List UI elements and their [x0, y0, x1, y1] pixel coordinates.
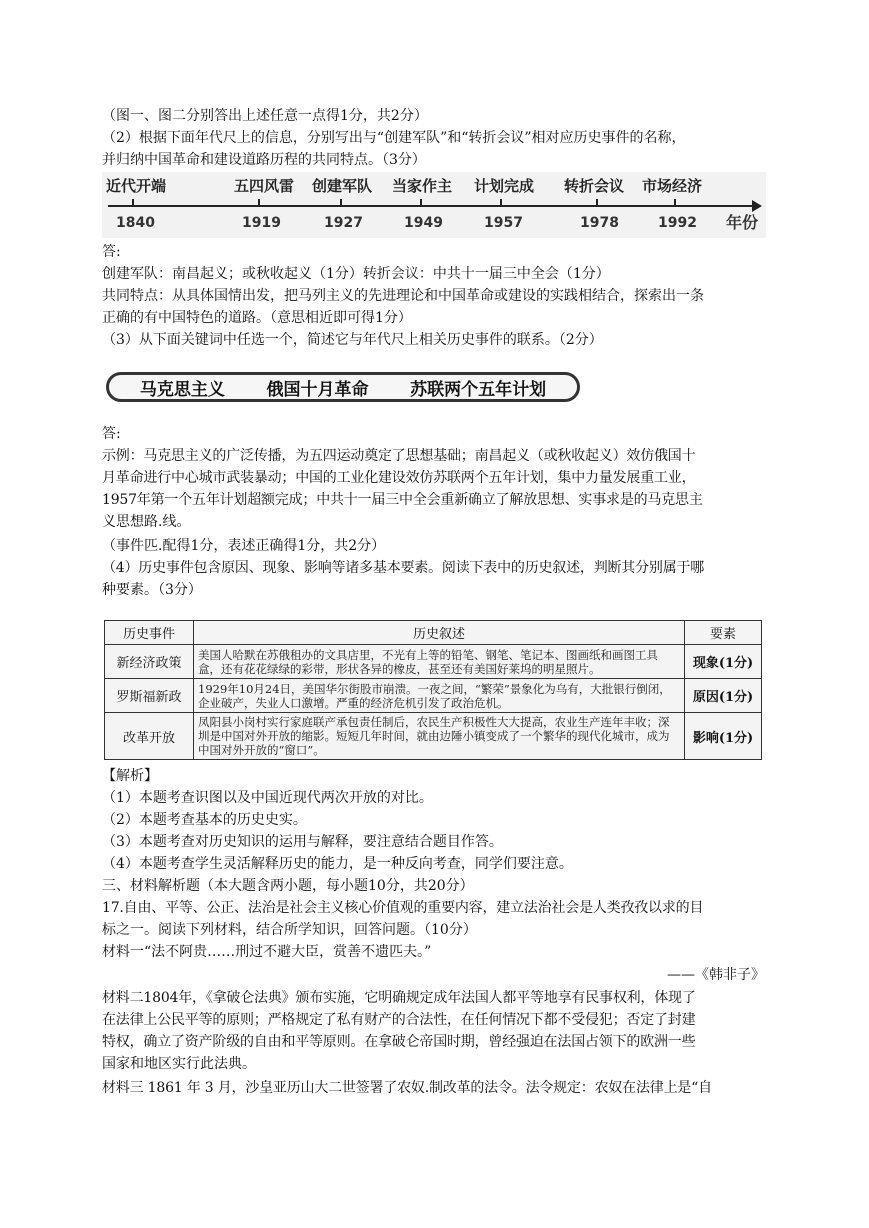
question-2-text: （2）根据下面年代尺上的信息，分别写出与“创建军队”和“转折会议”相对应历史事件的名称，	[102, 130, 686, 146]
timeline-event: 创建军队	[312, 177, 373, 195]
table-header: 历史叙述	[194, 621, 685, 645]
timeline-event: 计划完成	[474, 177, 535, 195]
section-heading: 三、材料解析题（本大题含两小题，每小题10分，共20分）	[102, 878, 474, 894]
keyword: 苏联两个五年计划	[410, 379, 547, 400]
scoring-note: （事件匹.配得1分，表述正确得1分，共2分）	[102, 538, 386, 554]
timeline-event: 近代开端	[106, 177, 167, 195]
timeline-year: 1978	[580, 215, 619, 231]
question-3-text: （3）从下面关键词中任选一个，简述它与年代尺上相关历史事件的联系。（2分）	[102, 332, 603, 348]
answer-label: 答:	[102, 244, 121, 260]
material-3: 材料三 1861 年 3 月，沙皇亚历山大二世签署了农奴.制改革的法令。法令规定：农奴在法律上是“自	[102, 1080, 712, 1096]
analysis-item: （4）本题考查学生灵活解释历史的能力，是一种反向考查，同学们要注意。	[102, 856, 573, 872]
material-2: 在法律上公民平等的原则；严格规定了私有财产的合法性，在任何情况下都不受侵犯；否定了封建	[102, 1012, 696, 1028]
analysis-item: （2）本题考查基本的历史史实。	[102, 812, 307, 828]
timeline-year: 1992	[658, 215, 697, 231]
example-text: 义思想路.线。	[102, 514, 191, 530]
timeline-event: 当家作主	[392, 177, 453, 195]
keyword: 马克思主义	[139, 379, 225, 400]
table-cell-desc: 1929年10月24日，美国华尔街股市崩溃。一夜之间，“繁荣”景象化为乌有，大批银行倒闭，企业破产，失业人口激增。严重的经济危机引发了政治危机。	[194, 679, 685, 713]
timeline-year: 1957	[484, 215, 523, 231]
table-cell-element: 现象(1分)	[685, 645, 762, 679]
example-text: 1957年第一个五年计划超额完成；中共十一届三中全会重新确立了解放思想、实事求是的马克思主	[102, 492, 703, 508]
keyword: 俄国十月革命	[266, 379, 369, 400]
analysis-item: （3）本题考查对历史知识的运用与解释，要注意结合题目作答。	[102, 834, 503, 850]
scoring-note: （图一、图二分别答出上述任意一点得1分，共2分）	[102, 108, 428, 124]
timeline-year: 1949	[404, 215, 443, 231]
table-cell-event: 罗斯福新政	[105, 679, 194, 713]
timeline-axis	[108, 205, 754, 207]
answer-text: 创建军队：南昌起义；或秋收起义（1分）转折会议：中共十一届三中全会（1分）	[102, 266, 610, 282]
table-header: 要素	[685, 621, 762, 645]
timeline-tick	[340, 199, 342, 207]
material-1-source: ——《韩非子》	[667, 967, 765, 983]
answer-label: 答:	[102, 426, 121, 442]
material-2: 特权，确立了资产阶级的自由和平等原则。在拿破仑帝国时期，曾经强迫在法国占领下的欧洲一些	[102, 1034, 696, 1050]
analysis-item: （1）本题考查识图以及中国近现代两次开放的对比。	[102, 790, 433, 806]
example-text: 月革命进行中心城市武装暴动；中国的工业化建设效仿苏联两个五年计划，集中力量发展重工业，	[102, 470, 696, 486]
example-text: 示例：马克思主义的广泛传播，为五四运动奠定了思想基础；南昌起义（或秋收起义）效仿俄国十	[102, 448, 696, 464]
answer-text: 正确的有中国特色的道路。（意思相近即可得1分）	[102, 310, 412, 326]
timeline-tick	[596, 199, 598, 207]
question-4-text: （4）历史事件包含原因、现象、影响等诸多基本要素。阅读下表中的历史叙述，判断其分别属于哪	[102, 560, 705, 576]
timeline-event: 转折会议	[564, 177, 625, 195]
question-17-text-cont: 标之一。阅读下列材料，结合所学知识，回答问题。（10分）	[102, 922, 477, 938]
table-cell-element: 原因(1分)	[685, 679, 762, 713]
keyword-box-image	[106, 372, 580, 402]
answer-text: 共同特点：从具体国情出发，把马列主义的先进理论和中国革命或建设的实践相结合，探索出一条	[102, 288, 704, 304]
table-header-row	[105, 621, 762, 645]
question-17-text: 17.自由、平等、公正、法治是社会主义核心价值观的重要内容，建立法治社会是人类孜孜以求的目	[102, 900, 704, 916]
material-2: 国家和地区实行此法典。	[102, 1056, 256, 1072]
table-row	[105, 645, 762, 679]
timeline-tick	[258, 199, 260, 207]
table-cell-event: 新经济政策	[105, 645, 194, 679]
material-2: 材料二1804年，《拿破仑法典》颁布实施，它明确规定成年法国人都平等地享有民事权利，体现了	[102, 990, 696, 1006]
table-cell-desc: 美国人哈默在苏俄租办的文具店里，不光有上等的铅笔、钢笔、笔记本、图画纸和画图工具盒，还有花花绿绿的彩带，形状各异的橡皮，甚至还有美国好莱坞的明星照片。	[194, 645, 685, 679]
question-4-text-cont: 种要素。（3分）	[102, 582, 202, 598]
timeline-tick	[420, 199, 422, 207]
timeline-tick	[132, 199, 134, 207]
timeline-event: 市场经济	[642, 177, 703, 195]
material-1: 材料一“法不阿贵……刑过不避大臣，赏善不遗匹夫。”	[102, 944, 432, 960]
table-cell-event: 改革开放	[105, 713, 194, 760]
timeline-year: 1840	[116, 215, 155, 231]
analysis-heading: 【解析】	[102, 768, 158, 784]
timeline-tick	[500, 199, 502, 207]
timeline-year: 1927	[324, 215, 363, 231]
table-cell-desc: 凤阳县小岗村实行家庭联产承包责任制后，农民生产积极性大大提高，农业生产连年丰收；深圳是中国对外开放的缩影。短短几年时间，就由边陲小镇变成了一个繁华的现代化城市，成为中国对外开放的“窗口”。	[194, 713, 685, 760]
table-header: 历史事件	[105, 621, 194, 645]
timeline-ruler-image	[102, 172, 766, 238]
timeline-event: 五四风雷	[234, 177, 295, 195]
timeline-year: 1919	[242, 215, 281, 231]
table-row	[105, 713, 762, 760]
question-2-text-cont: 并归纳中国革命和建设道路历程的共同特点。（3分）	[102, 152, 426, 168]
table-row	[105, 679, 762, 713]
timeline-unit: 年份	[725, 213, 758, 232]
timeline-tick	[674, 199, 676, 207]
history-elements-table	[104, 620, 762, 760]
table-cell-element: 影响(1分)	[685, 713, 762, 760]
